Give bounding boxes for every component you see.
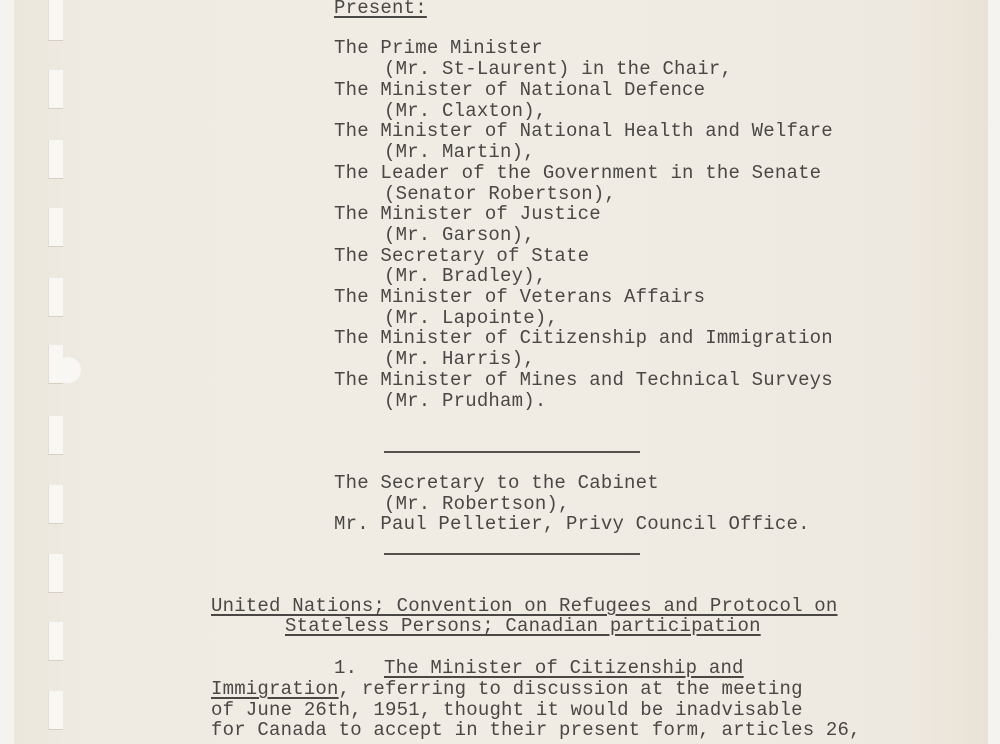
attendee-name: (Mr. Harris),	[384, 348, 535, 370]
binder-hole	[48, 208, 63, 247]
attendee-name: (Mr. Claxton),	[384, 100, 547, 122]
present-heading: Present:	[334, 0, 427, 19]
attendee-title: The Minister of Citizenship and Immigration	[334, 327, 833, 349]
attendee-title: The Minister of National Defence	[334, 79, 706, 101]
attendee-name: (Mr. Garson),	[384, 224, 535, 246]
binder-hole	[48, 140, 63, 179]
attendee-name: (Mr. Lapointe),	[384, 307, 559, 329]
attendee-title: The Minister of Mines and Technical Surveys	[334, 369, 833, 391]
binder-hole	[48, 416, 63, 455]
binder-hole	[48, 691, 63, 730]
attendee-name: (Mr. St-Laurent) in the Chair,	[384, 58, 733, 80]
paragraph-line2	[211, 679, 803, 700]
paragraph-line4: for Canada to accept in their present form, articles 26,	[211, 719, 861, 741]
divider-rule	[384, 451, 640, 453]
attendee-name: (Mr. Martin),	[384, 141, 535, 163]
binder-keyhole	[48, 345, 63, 384]
section-heading-line1: United Nations; Convention on Refugees and Protocol on	[211, 595, 838, 617]
attendee-name: (Mr. Bradley),	[384, 265, 547, 287]
attendee-name: (Mr. Prudham).	[384, 390, 547, 412]
binder-hole	[48, 485, 63, 524]
binder-hole	[48, 70, 63, 109]
binder-hole	[48, 0, 63, 41]
paragraph-subject-cont: Immigration	[211, 678, 339, 700]
paragraph-number: 1.	[334, 657, 358, 679]
divider-rule	[384, 553, 640, 555]
attendee-title: The Minister of National Health and Welfare	[334, 120, 833, 142]
attendee-title: The Prime Minister	[334, 37, 543, 59]
officials-title: The Secretary to the Cabinet	[334, 472, 659, 494]
attendee-title: The Leader of the Government in the Senate	[334, 162, 822, 184]
binder-hole	[48, 278, 63, 317]
attendee-title: The Secretary of State	[334, 245, 590, 267]
paragraph-line2-rest: , referring to discussion at the meeting	[338, 678, 803, 700]
binder-hole	[48, 622, 63, 661]
section-heading-line2: Stateless Persons; Canadian participation	[285, 615, 761, 637]
attendee-name: (Senator Robertson),	[384, 183, 617, 205]
paragraph-line3: of June 26th, 1951, thought it would be inadvisable	[211, 699, 803, 721]
attendee-title: The Minister of Justice	[334, 203, 601, 225]
attendee-title: The Minister of Veterans Affairs	[334, 286, 706, 308]
paragraph-subject: The Minister of Citizenship and	[384, 657, 744, 679]
binder-hole	[48, 554, 63, 593]
officials-other: Mr. Paul Pelletier, Privy Council Office.	[334, 513, 810, 535]
officials-name: (Mr. Robertson),	[384, 493, 570, 515]
